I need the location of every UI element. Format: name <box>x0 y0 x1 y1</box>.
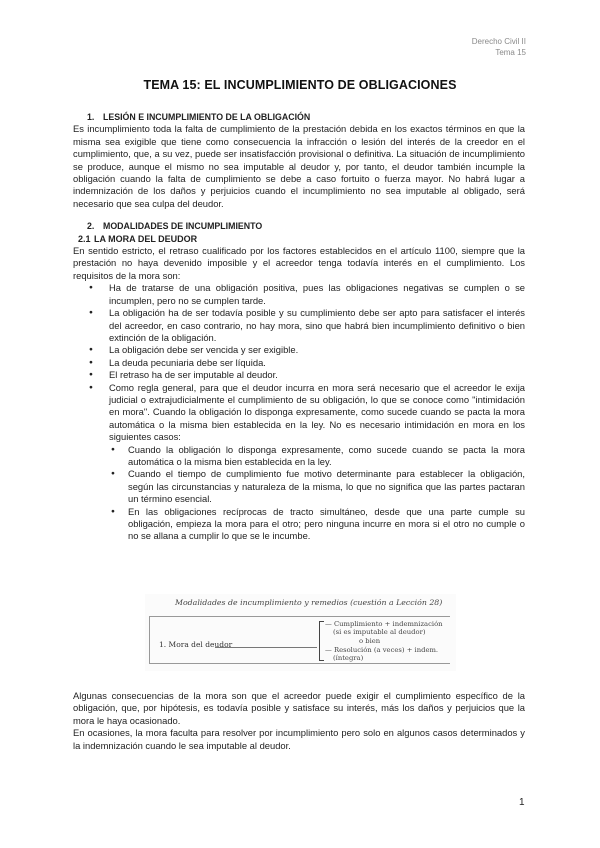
subsection-2-1-title: LA MORA DEL DEUDOR <box>94 233 198 244</box>
diagram-option-note: (si es imputable al deudor) <box>333 628 426 636</box>
diagram-option-note: (íntegra) <box>333 654 364 662</box>
page-number: 1 <box>519 797 525 808</box>
list-item: ● La deuda pecuniaria debe ser líquida. <box>73 357 525 369</box>
list-item: ● En las obligaciones recíprocas de tracto simultáneo, desde que una parte cumple su obligación, empieza la mora para el otro; pero ninguna incurre en mora si el otro no cumple o no se allana a cumplir lo que se le incumbe. <box>109 506 525 543</box>
exceptions-list <box>109 444 525 543</box>
main-content <box>73 111 525 543</box>
diagram-option: — Resolución (a veces) + indem. <box>325 646 439 654</box>
page-title: TEMA 15: EL INCUMPLIMIENTO DE OBLIGACIONES <box>143 78 457 92</box>
diagram-row-label: 1. Mora del deudor <box>159 640 233 649</box>
list-item: ● Cuando la obligación lo disponga expresamente, como sucede cuando se pacta la mora automática o la misma bien establecida en la ley. <box>109 444 525 469</box>
list-item: ● La obligación debe ser vencida y ser exigible. <box>73 344 525 356</box>
list-item: ● El retraso ha de ser imputable al deudor. <box>73 369 525 381</box>
header-topic: Tema 15 <box>495 48 526 57</box>
resolution-paragraph: En ocasiones, la mora faculta para resolver por incumplimiento pero solo en algunos casos determinados y la indemnización cuando le sea imputable al deudor. <box>73 727 525 751</box>
section-2-heading <box>87 220 525 232</box>
mora-intro-paragraph: En sentido estricto, el retraso cualificado por los factores establecidos en el artículo 1100, siempre que la prestación no haya devenido imposible y el acreedor tenga todavía interés en el cumplimiento. Los requisitos de la mora son: <box>73 245 525 281</box>
list-item: ● La obligación ha de ser todavía posible y su cumplimiento debe ser apto para satisfacer el interés del acreedor, en caso contrario, no hay mora, sino que habrá bien incumplimiento definitivo o bien extinción de la obligación. <box>73 307 525 344</box>
diagram-option-connector: o bien <box>359 637 381 645</box>
closing-content <box>73 690 525 752</box>
section-2-number: 2. <box>87 221 95 232</box>
header-course: Derecho Civil II <box>471 37 526 46</box>
diagram-brace <box>319 621 324 661</box>
section-1-paragraph: Es incumplimiento toda la falta de cumplimiento de la prestación debida en los exactos términos en que la misma sea exigible que tiene como consecuencia la infracción o lesión del interés de la creedor en el cumplimiento, que, a su vez, puede ser insatisfacción provisional o definitiva. La situación de incumplimiento se produce, aunque el mismo no sea imputable al deudor y, por tanto, el deudor también incumple la obligación cuando la falta de cumplimiento se debe a caso fortuito o fuerza mayor. No habrá lugar a indemnización de los daños y perjuicios cuando el incumplimiento no sea imputable al obligado, será necesario que sea culpa del deudor. <box>73 123 525 209</box>
section-1-number: 1. <box>87 112 95 122</box>
diagram-option: — Cumplimiento + indemnización <box>325 620 443 628</box>
list-item-intimation <box>73 382 525 543</box>
diagram-caption: Modalidades de incumplimiento y remedios (cuestión a Lección 28) <box>175 598 443 607</box>
requirements-list <box>73 282 525 543</box>
subsection-2-1-heading <box>78 233 525 245</box>
section-1-title: LESIÓN E INCUMPLIMIENTO DE LA OBLIGACIÓN <box>103 112 311 122</box>
section-2-title: MODALIDADES DE INCUMPLIMIENTO <box>103 221 263 232</box>
diagram-connector <box>215 647 317 648</box>
scanned-diagram <box>145 594 456 671</box>
subsection-2-1-number: 2.1 <box>78 233 91 244</box>
list-item: ● Cuando el tiempo de cumplimiento fue motivo determinante para establecer la obligación, según las circunstancias y naturaleza de la misma, lo que no significa que las partes pactaran un término esencial. <box>109 468 525 505</box>
page-header <box>472 36 526 58</box>
intimation-text: Como regla general, para que el deudor incurra en mora será necesario que el acreedor le exija judicial o extrajudicialmente el cumplimiento de su obligación, lo que se conoce como "intimidación en mora". Cuando la obligación lo disponga expresamente, como sucede cuando se pacta la mora automática o la misma bien establecida en la ley. No es necesario intimidación en mora en los siguientes casos: <box>109 381 525 443</box>
consequences-paragraph: Algunas consecuencias de la mora son que el acreedor puede exigir el cumplimiento específico de la obligación, que, por hipótesis, es todavía posible y satisface su interés, más los daños y perjuicios que la mora le haya ocasionado. <box>73 690 525 726</box>
section-1-heading <box>87 111 525 123</box>
list-item: ● Ha de tratarse de una obligación positiva, pues las obligaciones negativas se cumplen o se incumplen, pero no se cumplen tarde. <box>73 282 525 307</box>
